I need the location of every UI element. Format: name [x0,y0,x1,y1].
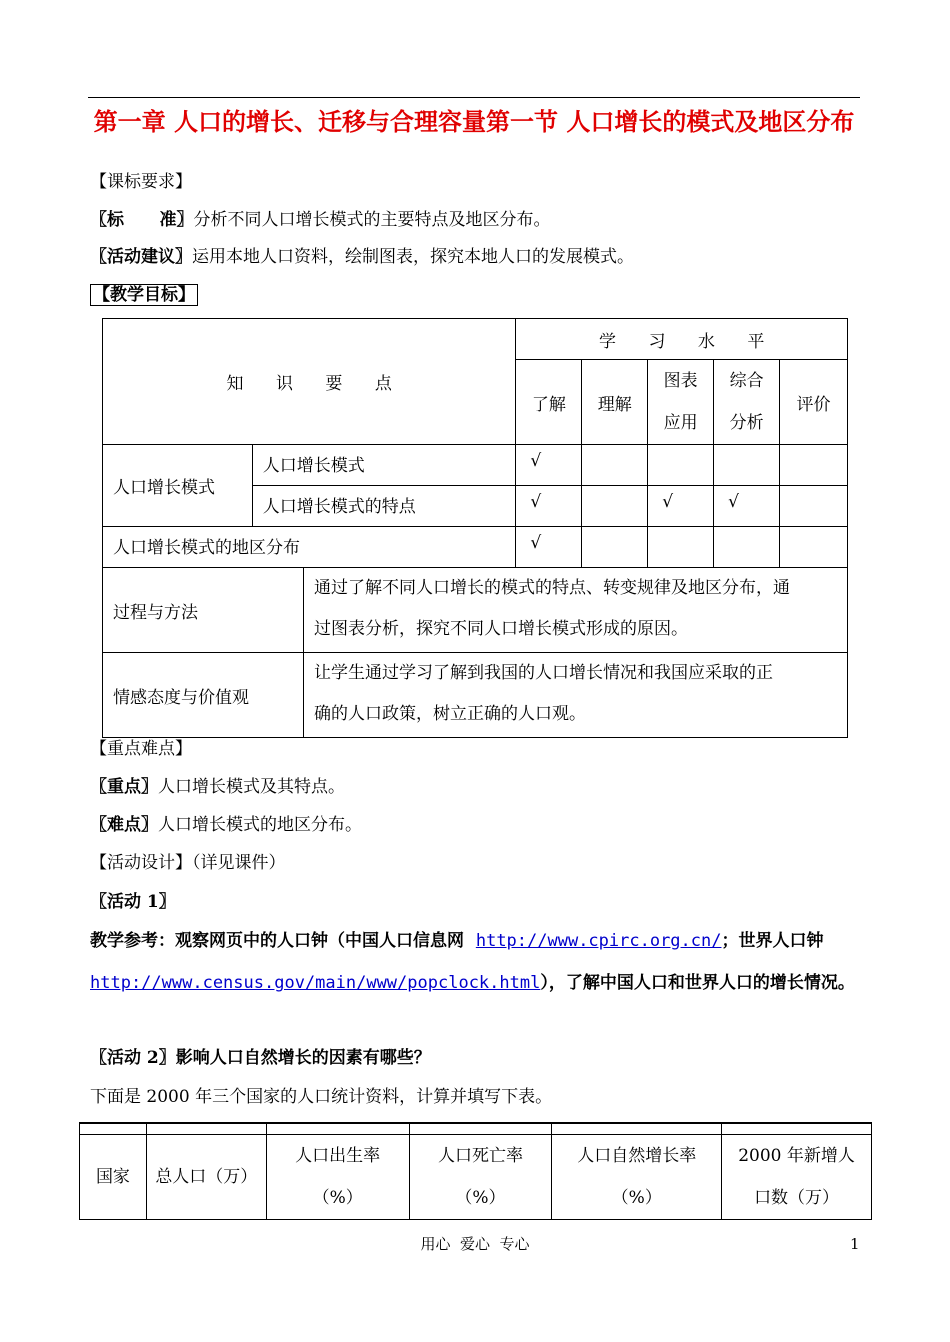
col-pingjia: 评价 [780,360,848,445]
process-row [103,568,848,653]
reference-prefix: 教学参考：观察网页中的人口钟（中国人口信息网 [90,931,476,951]
top-cell [80,1123,147,1135]
teaching-goals-label: 【教学目标】 [90,284,198,306]
page-footer: 用心 爱心 专心 [420,1235,530,1253]
activity-suggestion-label: 〖活动建议〗 [90,247,192,267]
activity-suggestion-line [90,246,634,268]
row3-label: 人口增长模式的地区分布 [103,527,516,568]
header-newadd-l2: 口数（万） [754,1188,840,1208]
header-birth-l1: 人口出生率 [295,1146,381,1166]
activity-1-heading: 〖活动 1〗 [90,892,176,912]
col-tubiao [648,360,714,445]
teaching-goals-heading [90,284,198,306]
process-line-1: 通过了解不同人口增长的模式的特点、转变规律及地区分布，通 [314,578,790,598]
row2-cell [582,486,648,527]
standard-line [90,209,551,231]
key-point-text: 人口增长模式及其特点。 [158,777,345,797]
header-death-l2: （%） [455,1188,506,1208]
row1-check-liaojie: √ [516,445,582,486]
header-death-l1: 人口死亡率 [437,1146,523,1166]
standard-text: 分析不同人口增长模式的主要特点及地区分布。 [193,210,551,230]
key-point-line [90,776,345,798]
row2-cell [780,486,848,527]
reference-line-2 [90,972,855,994]
header-total: 总人口（万） [146,1135,266,1220]
process-line-2: 过图表分析，探究不同人口增长模式形成的原因。 [314,619,688,639]
top-cell [409,1123,552,1135]
col-zonghe-l1: 综合 [729,371,764,391]
reference-suffix: ），了解中国人口和世界人口的增长情况。 [540,973,855,993]
row3-check-liaojie: √ [516,527,582,568]
row2-check-tubiao: √ [648,486,714,527]
emotion-row [103,653,848,738]
activity-suggestion-text: 运用本地人口资料，绘制图表，探究本地人口的发展模式。 [192,247,634,267]
group-label: 人口增长模式 [103,445,253,527]
row1-cell [780,445,848,486]
page-number: 1 [850,1235,860,1253]
emotion-text [304,653,847,737]
row3-cell [714,527,780,568]
col-tubiao-l2: 应用 [663,413,698,433]
col-liaojie: 了解 [516,360,582,445]
teaching-goals-table [102,318,848,738]
document-title: 第一章 人口的增长、迁移与合理容量第一节 人口增长的模式及地区分布 [93,108,855,136]
header-birth [266,1135,409,1220]
activity-2-heading: 〖活动 2〗影响人口自然增长的因素有哪些？ [90,1048,431,1068]
activity-design-heading: 【活动设计】（详见课件） [90,853,286,873]
row1-label: 人口增长模式 [252,445,516,486]
cpirc-link[interactable]: http://www.cpirc.org.cn/ [475,931,722,951]
row2-label: 人口增长模式的特点 [252,486,516,527]
emotion-line-2: 确的人口政策，树立正确的人口观。 [314,704,586,724]
intro-text: 下面是 2000 年三个国家的人口统计资料，计算并填写下表。 [90,1087,553,1107]
census-link[interactable]: http://www.census.gov/main/www/popclock.html [90,973,541,993]
col-zonghe-l2: 分析 [729,413,764,433]
section-kebiao: 【课标要求】 [90,172,192,192]
header-rule [88,97,860,98]
col-lijie: 理解 [582,360,648,445]
col-zonghe [714,360,780,445]
difficult-point-text: 人口增长模式的地区分布。 [158,815,362,835]
header-newadd [722,1135,872,1220]
level-header: 学 习 水 平 [516,319,848,360]
key-point-label: 〖重点〗 [90,777,158,797]
difficult-point-line [90,814,362,836]
row1-cell [582,445,648,486]
process-label: 过程与方法 [103,568,304,652]
row3-cell [648,527,714,568]
row3-cell [582,527,648,568]
header-death [409,1135,552,1220]
header-natural [552,1135,722,1220]
population-table [79,1122,872,1220]
emotion-label: 情感态度与价值观 [103,653,304,737]
header-newadd-l1: 2000 年新增人 [738,1146,855,1166]
process-text [304,568,847,652]
top-cell [146,1123,266,1135]
header-natural-l2: （%） [611,1188,662,1208]
knowledge-header: 知 识 要 点 [103,319,516,445]
row2-check-liaojie: √ [516,486,582,527]
row3-cell [780,527,848,568]
col-tubiao-l1: 图表 [663,371,698,391]
row2-check-zonghe: √ [714,486,780,527]
top-cell [552,1123,722,1135]
header-country: 国家 [80,1135,147,1220]
difficult-point-label: 〖难点〗 [90,815,158,835]
top-cell [266,1123,409,1135]
top-cell [722,1123,872,1135]
standard-label: 〖标 准〗 [90,210,194,230]
row1-cell [714,445,780,486]
reference-line-1 [90,930,823,952]
emotion-line-1: 让学生通过学习了解到我国的人口增长情况和我国应采取的正 [314,663,773,683]
header-natural-l1: 人口自然增长率 [577,1146,697,1166]
header-birth-l2: （%） [312,1188,363,1208]
reference-mid: ；世界人口钟 [721,931,824,951]
row1-cell [648,445,714,486]
key-difficult-heading: 【重点难点】 [90,739,192,759]
